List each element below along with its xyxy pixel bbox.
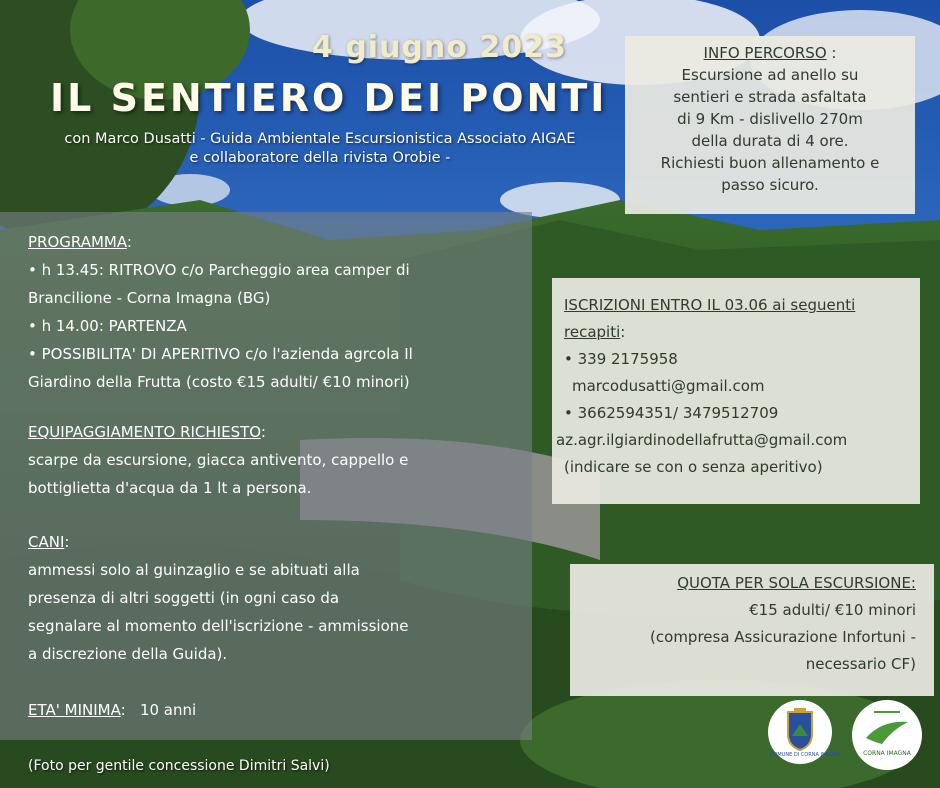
eta-value: 10 anni <box>139 701 197 719</box>
photo-credit: (Foto per gentile concessione Dimitri Salvi) <box>28 758 330 774</box>
corna-imagna-logo <box>852 700 922 770</box>
iscrizioni-note: (indicare se con o senza aperitivo) <box>564 458 823 476</box>
programma-section: PROGRAMMA: • h 13.45: RITROVO c/o Parcheggio area camper di Brancilione - Corna Imagna (BG) • h 14.00: PARTENZA • POSSIBILITA' DI APERITIVO c/o l'azienda agrcola Il Giardino della Frutta (costo €15 adulti/ €10 minori) <box>28 228 528 396</box>
eta-section: ETA' MINIMA: 10 anni <box>28 701 197 719</box>
quota-heading: QUOTA PER SOLA ESCURSIONE: <box>677 574 916 592</box>
comune-logo-text: COMUNE DI CORNA IMAGNA <box>770 752 841 758</box>
mountain-wave-icon <box>852 700 922 770</box>
info-line: della durata di 4 ore. <box>691 132 849 150</box>
cani-line: ammessi solo al guinzaglio e se abituati alla <box>28 561 360 579</box>
info-percorso-panel <box>625 36 915 214</box>
info-line: passo sicuro. <box>721 176 819 194</box>
programma-line: • h 13.45: RITROVO c/o Parcheggio area camper di <box>28 261 410 279</box>
info-line: sentieri e strada asfaltata <box>673 88 867 106</box>
quota-note: (compresa Assicurazione Infortuni - <box>650 628 916 646</box>
programma-line: • h 14.00: PARTENZA <box>28 317 187 335</box>
iscrizioni-panel: ISCRIZIONI ENTRO IL 03.06 ai seguenti recapiti: • 339 2175958 marcodusatti@gmail.com • 3662594351/ 3479512709 az.agr.ilgiardinodellafrutta@gmail.com (indicare se con o senza aperitivo) <box>552 278 920 504</box>
info-line: Escursione ad anello su <box>681 66 859 84</box>
programma-heading: PROGRAMMA <box>28 233 127 251</box>
email-link[interactable]: marcodusatti@gmail.com <box>572 377 765 395</box>
info-heading: INFO PERCORSO <box>703 44 827 62</box>
info-heading-colon: : <box>826 44 837 62</box>
iscrizioni-heading-line2: recapiti <box>564 323 621 341</box>
cani-section: CANI: ammessi solo al guinzaglio e se abituati alla presenza di altri soggetti (in ogni caso da segnalare al momento dell'iscrizione - ammissione a discrezione della Guida). <box>28 528 528 668</box>
event-date: 4 giugno 2023 <box>312 30 567 65</box>
eta-heading: ETA' MINIMA <box>28 701 121 719</box>
phone-number[interactable]: • 339 2175958 <box>564 350 678 368</box>
cani-heading: CANI <box>28 533 65 551</box>
quota-note: necessario CF) <box>805 655 916 673</box>
cani-line: presenza di altri soggetti (in ogni caso da <box>28 589 340 607</box>
equipaggiamento-heading: EQUIPAGGIAMENTO RICHIESTO <box>28 423 261 441</box>
corna-logo-text: CORNA IMAGNA <box>863 750 911 757</box>
email-link[interactable]: az.agr.ilgiardinodellafrutta@gmail.com <box>556 431 848 449</box>
equipaggiamento-line: bottiglietta d'acqua da 1 lt a persona. <box>28 479 312 497</box>
equipaggiamento-line: scarpe da escursione, giacca antivento, cappello e <box>28 451 409 469</box>
event-subtitle <box>30 130 610 168</box>
quota-panel <box>570 564 934 696</box>
subtitle-line: con Marco Dusatti - Guida Ambientale Escursionistica Associato AIGAE <box>64 131 576 147</box>
quota-prices: €15 adulti/ €10 minori <box>749 601 916 619</box>
programma-line: Brancilione - Corna Imagna (BG) <box>28 289 271 307</box>
iscrizioni-heading: ISCRIZIONI ENTRO IL 03.06 ai seguenti <box>564 296 856 314</box>
cani-line: segnalare al momento dell'iscrizione - ammissione <box>28 617 409 635</box>
equipaggiamento-section: EQUIPAGGIAMENTO RICHIESTO: scarpe da escursione, giacca antivento, cappello e bottiglietta d'acqua da 1 lt a persona. <box>28 418 528 502</box>
event-title: IL SENTIERO DEI PONTI <box>50 76 608 120</box>
programma-line: • POSSIBILITA' DI APERITIVO c/o l'azienda agrcola Il <box>28 345 413 363</box>
phone-number[interactable]: • 3662594351/ 3479512709 <box>564 404 779 422</box>
comune-logo <box>768 700 841 764</box>
info-line: di 9 Km - dislivello 270m <box>677 110 863 128</box>
cani-line: a discrezione della Guida). <box>28 645 228 663</box>
subtitle-line: e collaboratore della rivista Orobie - <box>189 150 451 166</box>
programma-line: Giardino della Frutta (costo €15 adulti/ €10 minori) <box>28 373 410 391</box>
info-line: Richiesti buon allenamento e <box>660 154 880 172</box>
